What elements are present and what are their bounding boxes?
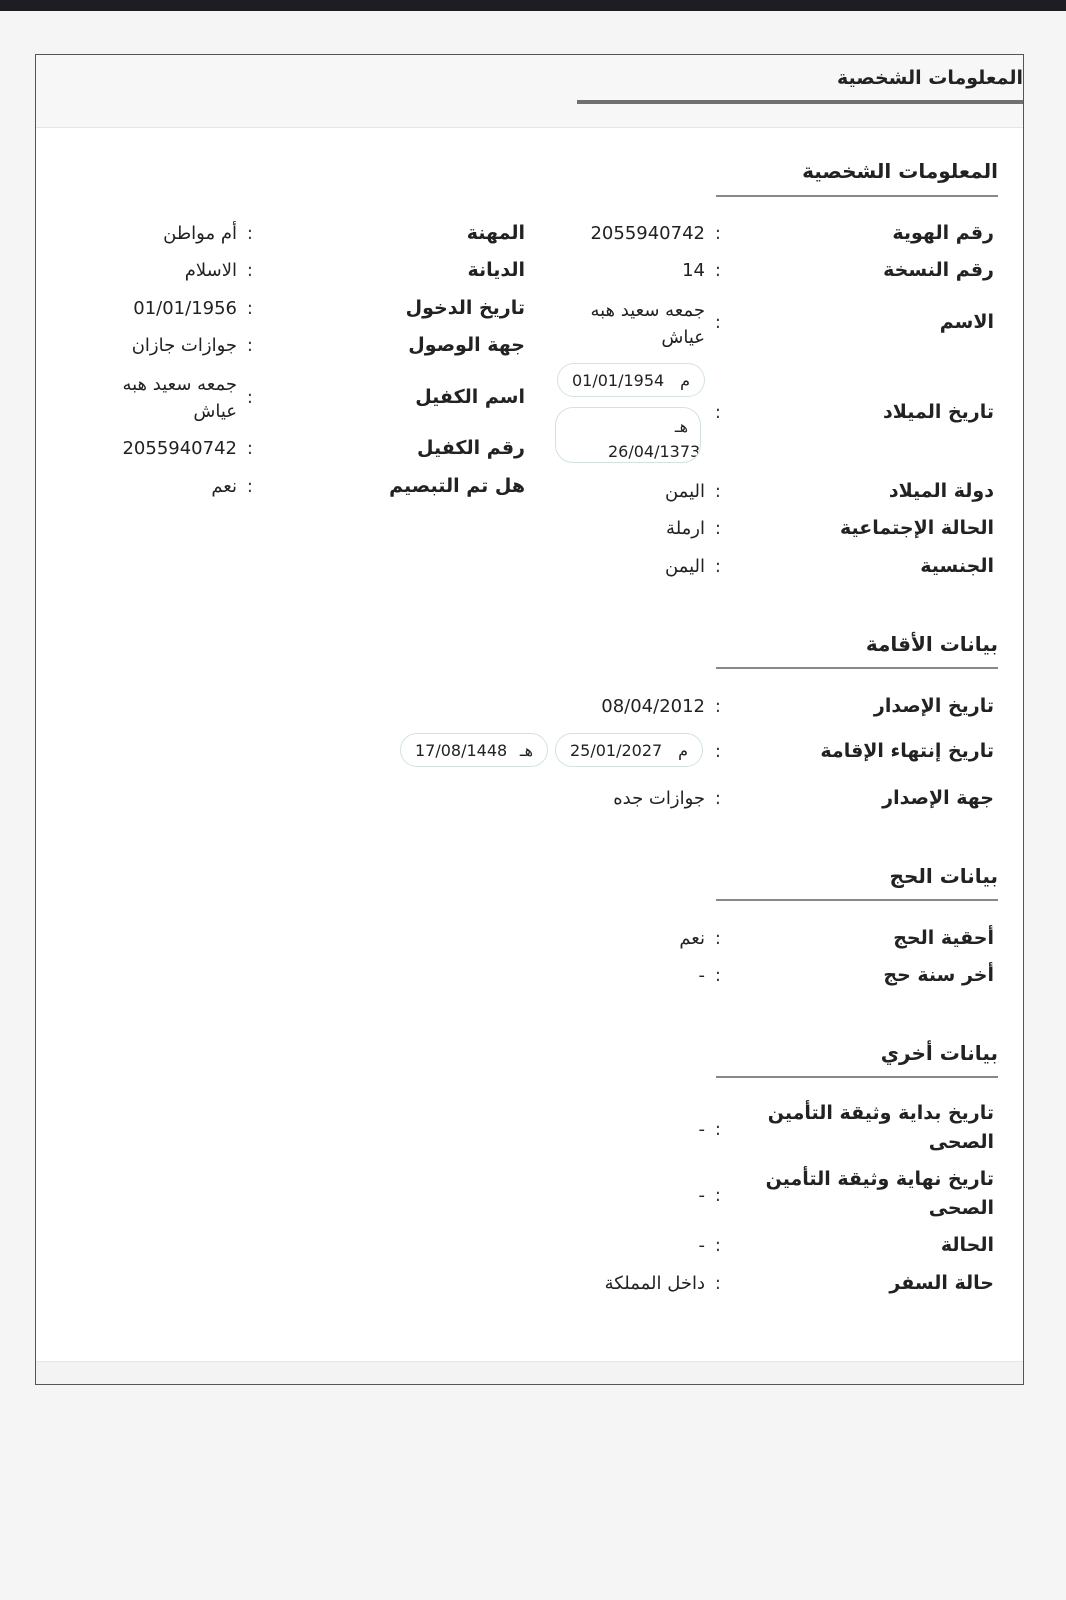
colon: : [714, 1235, 721, 1256]
card-header [36, 55, 1023, 128]
label-status: الحالة [940, 1234, 994, 1256]
birth-date-hijri-pill [555, 407, 701, 463]
section-title-residence: بيانات الأقامة [865, 632, 998, 656]
section-title-personal: المعلومات الشخصية [802, 159, 998, 183]
label-marital-status: الحالة الإجتماعية [840, 517, 994, 539]
value-name: جمعه سعيد هبه عياش [590, 300, 705, 348]
gregorian-unit: م [678, 740, 688, 760]
colon: : [714, 260, 721, 281]
label-fingerprinted: هل تم التبصيم [389, 475, 525, 497]
colon: : [714, 556, 721, 577]
colon: : [246, 438, 253, 459]
colon: : [714, 481, 721, 502]
label-issuer: جهة الإصدار [882, 787, 994, 809]
value-last-hajj-year: - [698, 965, 705, 986]
value-sponsor-number: 2055940742 [122, 438, 237, 459]
colon: : [246, 335, 253, 356]
colon: : [714, 1273, 721, 1294]
value-nationality: اليمن [664, 556, 705, 577]
label-last-hajj-year: أخر سنة حج [883, 964, 994, 986]
section-divider [716, 195, 998, 197]
colon: : [714, 788, 721, 809]
value-insurance-start: - [698, 1119, 705, 1140]
colon: : [714, 1119, 721, 1140]
colon: : [246, 476, 253, 497]
hijri-unit: هـ [674, 417, 688, 436]
card-footer [36, 1361, 1023, 1384]
value-marital-status: ارملة [666, 518, 705, 539]
colon: : [714, 696, 721, 717]
label-copy-number: رقم النسخة [883, 259, 994, 281]
value-copy-number: 14 [682, 260, 705, 281]
label-travel-status: حالة السفر [889, 1272, 994, 1294]
value-issue-date: 08/04/2012 [601, 696, 705, 717]
colon: : [714, 928, 721, 949]
personal-info-card [35, 54, 1024, 1385]
value-birth-country: اليمن [664, 481, 705, 502]
status-bar [0, 0, 1066, 11]
colon: : [246, 223, 253, 244]
gregorian-unit: م [680, 370, 690, 390]
colon: : [246, 260, 253, 281]
label-birth-date: تاريخ الميلاد [883, 401, 994, 423]
colon: : [714, 312, 721, 333]
label-issue-date: تاريخ الإصدار [873, 695, 994, 717]
label-name: الاسم [939, 311, 994, 333]
label-sponsor-number: رقم الكفيل [417, 437, 525, 459]
section-title-hajj: بيانات الحج [889, 864, 998, 888]
card-title-underline [577, 100, 1023, 104]
value-entry-date: 01/01/1956 [133, 298, 237, 319]
colon: : [714, 1185, 721, 1206]
label-entry-date: تاريخ الدخول [405, 297, 525, 319]
label-insurance-start: تاريخ بداية وثيقة التأمين الصحى [767, 1102, 994, 1153]
value-fingerprinted: نعم [211, 476, 237, 497]
colon: : [246, 298, 253, 319]
expiry-gregorian: 25/01/2027 [570, 740, 663, 760]
label-residence-expiry: تاريخ إنتهاء الإقامة [820, 740, 994, 762]
label-nationality: الجنسية [920, 555, 994, 577]
label-hajj-eligibility: أحقية الحج [893, 927, 994, 949]
colon: : [714, 223, 721, 244]
value-religion: الاسلام [184, 260, 237, 281]
colon: : [714, 402, 721, 423]
label-religion: الديانة [467, 259, 525, 281]
label-insurance-end: تاريخ نهاية وثيقة التأمين الصحى [765, 1168, 994, 1219]
colon: : [714, 965, 721, 986]
label-sponsor-name: اسم الكفيل [415, 386, 525, 408]
expiry-hijri-pill [400, 733, 548, 767]
colon: : [246, 387, 253, 408]
hijri-unit: هـ [519, 740, 533, 760]
section-divider [716, 1076, 998, 1078]
expiry-gregorian-pill [555, 733, 703, 767]
value-occupation: أم مواطن [163, 223, 237, 244]
colon: : [714, 518, 721, 539]
label-birth-country: دولة الميلاد [888, 480, 994, 502]
value-status: - [698, 1235, 705, 1256]
section-title-other: بيانات أخري [880, 1041, 998, 1065]
birth-date-hijri: 26/04/1373 [608, 442, 701, 461]
expiry-hijri: 17/08/1448 [415, 740, 508, 760]
value-travel-status: داخل المملكة [604, 1273, 705, 1294]
value-arrival-port: جوازات جازان [131, 335, 237, 356]
card-title: المعلومات الشخصية [836, 67, 1023, 89]
label-occupation: المهنة [466, 222, 525, 244]
value-id-number: 2055940742 [590, 223, 705, 244]
value-sponsor-name: جمعه سعيد هبه عياش [122, 374, 237, 422]
colon: : [714, 741, 721, 762]
value-hajj-eligibility: نعم [679, 928, 705, 949]
label-id-number: رقم الهوية [892, 222, 994, 244]
birth-date-gregorian-pill [557, 363, 705, 397]
birth-date-gregorian: 01/01/1954 [572, 370, 665, 390]
value-insurance-end: - [698, 1185, 705, 1206]
section-divider [716, 667, 998, 669]
label-arrival-port: جهة الوصول [408, 334, 525, 356]
value-issuer: جوازات جده [613, 788, 705, 809]
section-divider [716, 899, 998, 901]
